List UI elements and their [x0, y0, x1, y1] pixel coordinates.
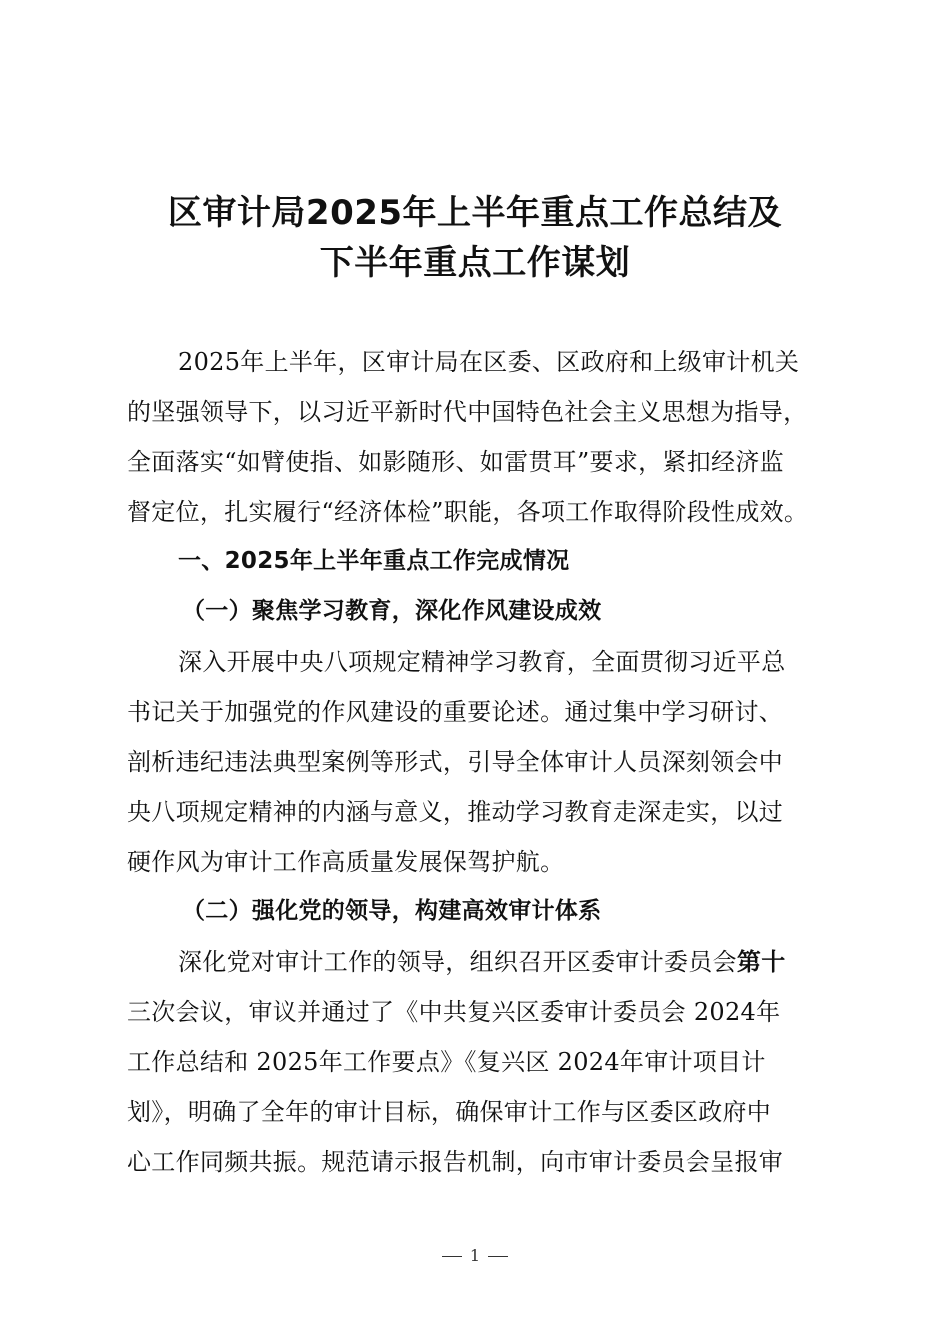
- subsection-1-line: 深入开展中央八项规定精神学习教育，全面贯彻习近平总: [178, 648, 786, 676]
- page-footer: [0, 1246, 950, 1265]
- intro-paragraph-line: 的坚强领导下，以习近平新时代中国特色社会主义思想为指导，: [127, 398, 808, 426]
- subsection-1-line: 央八项规定精神的内涵与意义，推动学习教育走深走实，以过: [127, 798, 784, 826]
- subsection-2-line: 心工作同频共振。规范请示报告机制，向市审计委员会呈报审: [127, 1148, 784, 1176]
- subsection-2-line-text: 深化党对审计工作的领导，组织召开区委审计委员会: [178, 948, 737, 976]
- subsection-1-heading: （一）聚焦学习教育，深化作风建设成效: [182, 598, 602, 624]
- subsection-2-line: [178, 950, 828, 974]
- footer-dash-right: [488, 1256, 508, 1257]
- subsection-2-heading: （二）强化党的领导，构建高效审计体系: [182, 898, 602, 924]
- subsection-2-line: 工作总结和 2025年工作要点》《复兴区 2024年审计项目计: [127, 1048, 766, 1076]
- subsection-2-line-bold-text: 第十: [736, 948, 786, 976]
- document-title-line-1: 区审计局2025年上半年重点工作总结及: [167, 193, 783, 233]
- subsection-2-line: 划》，明确了全年的审计目标，确保审计工作与区委区政府中: [127, 1098, 772, 1126]
- subsection-2-line: 三次会议，审议并通过了《中共复兴区委审计委员会 2024年: [127, 998, 781, 1026]
- intro-paragraph-line: 督定位，扎实履行“经济体检”职能，各项工作取得阶段性成效。: [127, 498, 809, 526]
- document-title-line-2: 下半年重点工作谋划: [319, 243, 631, 283]
- page-number: 1: [469, 1246, 481, 1265]
- intro-paragraph-line: 2025年上半年，区审计局在区委、区政府和上级审计机关: [178, 348, 800, 376]
- subsection-1-line: 硬作风为审计工作高质量发展保驾护航。: [127, 848, 565, 876]
- subsection-1-line: 书记关于加强党的作风建设的重要论述。通过集中学习研讨、: [127, 698, 784, 726]
- subsection-1-line: 剖析违纪违法典型案例等形式，引导全体审计人员深刻领会中: [127, 748, 784, 776]
- section-1-heading: 一、2025年上半年重点工作完成情况: [178, 548, 570, 574]
- intro-paragraph-line: 全面落实“如臂使指、如影随形、如雷贯耳”要求，紧扣经济监: [127, 448, 784, 476]
- footer-dash-left: [442, 1256, 462, 1257]
